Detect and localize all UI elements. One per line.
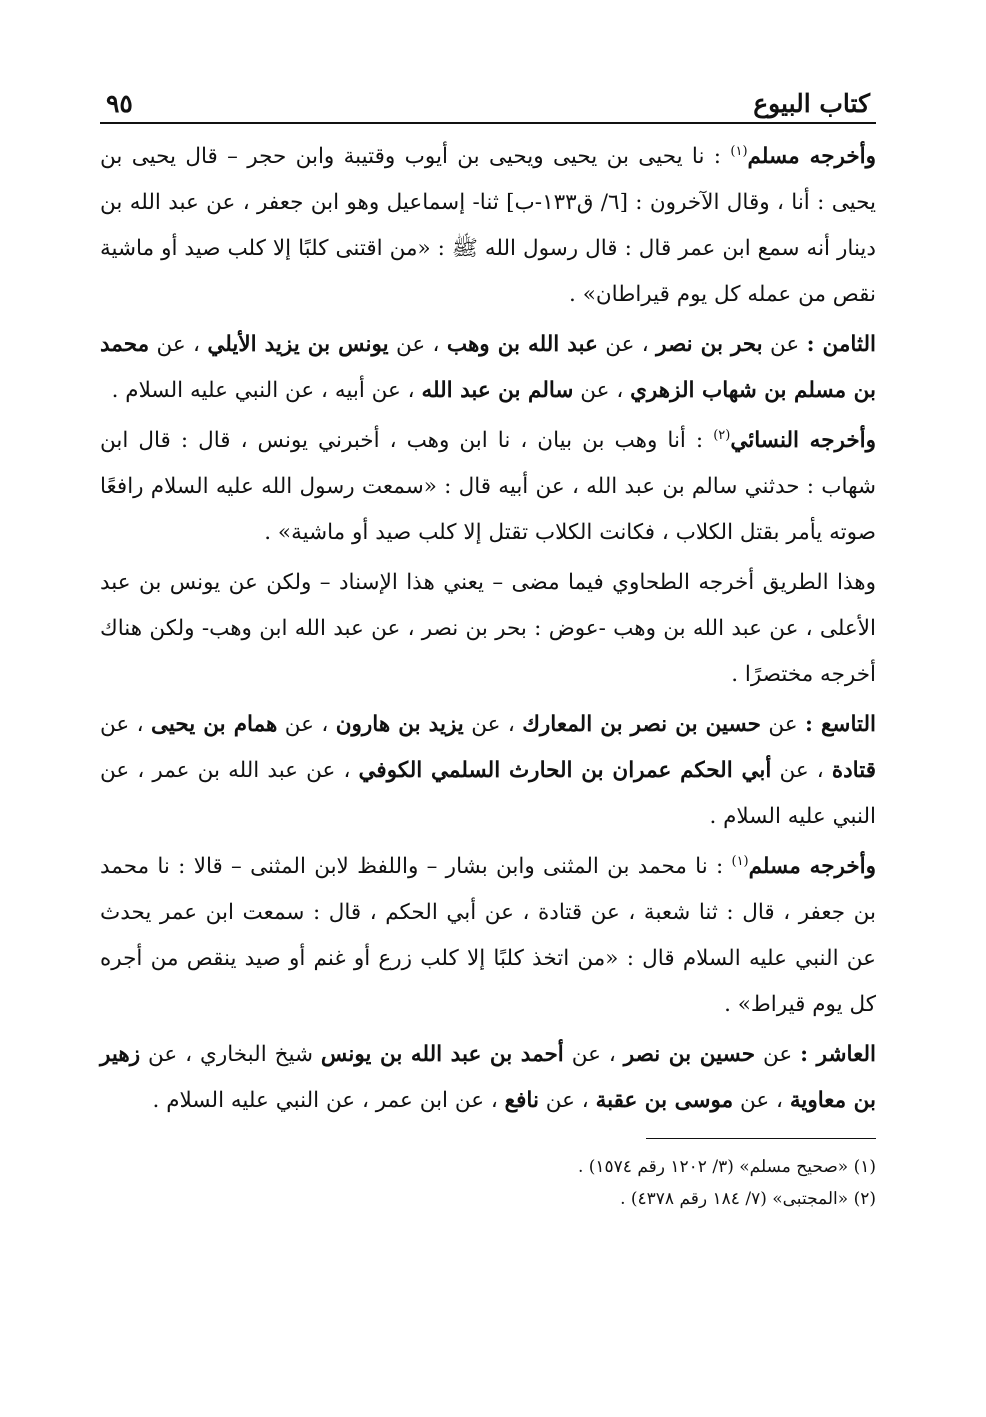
paragraph [100, 702, 876, 840]
footnote: (١) «صحيح مسلم» (٣/ ١٢٠٢ رقم ١٥٧٤) . [577, 1157, 876, 1177]
text-segment: ، عن أبيه ، عن النبي عليه السلام . [111, 378, 422, 403]
footnote-ref: (١) [730, 143, 748, 159]
text-segment: ، عن [573, 378, 631, 403]
bold-name: نافع [504, 1088, 539, 1113]
bold-name: حسين بن نصر بن المعارك [522, 712, 761, 737]
book-page [100, 80, 876, 1215]
text-segment: عن [760, 712, 805, 737]
footnotes [100, 1151, 876, 1215]
text-segment: : نا محمد بن المثنى وابن بشار – واللفظ لابن المثنى – قالا : نا محمد بن جعفر ، قال : ثنا شعبة ، عن قتادة ، عن أبي الحكم ، قال : سمعت ابن عمر يحدث عن النبي عليه السلام قال : «من اتخذ كلبًا إلا كلب زرع أو غنم أو صيد ينقص من أجره كل يوم قيراط» . [100, 854, 876, 1017]
bold-name: أبي الحكم عمران بن الحارث السلمي الكوفي [358, 758, 772, 783]
text-segment: عن [755, 1042, 801, 1067]
paragraph [100, 560, 876, 698]
text-segment: ، عن [277, 712, 336, 737]
footnote: (٢) «المجتبى» (٧/ ١٨٤ رقم ٤٣٧٨) . [620, 1189, 876, 1209]
bold-name: زهير بن معاوية [100, 1042, 876, 1113]
bold-name: محمد بن مسلم بن شهاب الزهري [100, 332, 876, 403]
text-segment: ، عن [597, 332, 657, 357]
text-segment: : أنا وهب بن بيان ، نا ابن وهب ، أخبرني يونس ، قال : قال ابن شهاب : حدثني سالم بن عبد الله ، عن أبيه قال : «سمعت رسول الله عليه السلام رافعًا صوته يأمر بقتل الكلاب ، فكانت الكلاب تقتل إلا كلب صيد أو ماشية» . [100, 428, 876, 545]
paragraph [100, 322, 876, 414]
page-header [100, 80, 876, 124]
text-segment: ، عن [100, 712, 151, 737]
text-segment: ، عن [538, 1088, 596, 1113]
bold-name: قتادة [831, 758, 876, 783]
bold-name: سالم بن عبد الله [421, 378, 574, 403]
text-segment: ، عن [733, 1088, 790, 1113]
bold-name: التاسع : [804, 712, 877, 737]
text-segment: وهذا الطريق أخرجه الطحاوي فيما مضى – يعني هذا الإسناد – ولكن عن يونس بن عبد الأعلى ، عن عبد الله بن وهب -عوض : بحر بن نصر ، عن عبد الله ابن وهب- ولكن هناك أخرجه مختصرًا . [100, 570, 876, 687]
paragraph [100, 1032, 876, 1124]
text-segment: ، عن [388, 332, 447, 357]
text-segment: ، عن [463, 712, 523, 737]
footnote-ref: (٢) [713, 427, 731, 443]
bold-name: يونس بن يزيد الأيلي [207, 332, 389, 357]
text-segment: ، عن [563, 1042, 624, 1067]
text-segment: عن [762, 332, 807, 357]
paragraph [100, 844, 876, 1028]
text-segment: شيخ البخاري ، عن [140, 1042, 321, 1067]
bold-name: حسين بن نصر [623, 1042, 756, 1067]
text-segment: ، عن ابن عمر ، عن النبي عليه السلام . [152, 1088, 505, 1113]
text-segment: ، عن عبد الله بن عمر ، عن النبي عليه السلام . [100, 758, 876, 829]
paragraph [100, 134, 876, 318]
bold-name: الثامن : [806, 332, 876, 357]
paragraph [100, 418, 876, 556]
page-body [100, 134, 876, 1124]
bold-name: عبد الله بن وهب [446, 332, 598, 357]
text-segment: ، عن [771, 758, 832, 783]
bold-name: وأخرجه النسائي [730, 428, 876, 453]
book-title: كتاب البيوع [753, 89, 870, 118]
bold-name: وأخرجه مسلم [747, 144, 876, 169]
bold-name: العاشر : [800, 1042, 877, 1067]
bold-name: يزيد بن هارون [335, 712, 464, 737]
bold-name: وأخرجه مسلم [748, 854, 876, 879]
bold-name: بحر بن نصر [656, 332, 763, 357]
text-segment: ، عن [149, 332, 208, 357]
footnote-divider [646, 1138, 876, 1139]
bold-name: أحمد بن عبد الله بن يونس [320, 1042, 564, 1067]
bold-name: موسى بن عقبة [595, 1088, 734, 1113]
text-segment: : نا يحيى بن يحيى ويحيى بن أيوب وقتيبة وابن حجر – قال يحيى بن يحيى : أنا ، وقال الآخرون : [٦/ ق١٣٣-ب] ثنا- إسماعيل وهو ابن جعفر ، عن عبد الله بن دينار أنه سمع ابن عمر قال : قال رسول الله ﷺ : «من اقتنى كلبًا إلا كلب صيد أو ماشية نقص من عمله كل يوم قيراطان» . [100, 144, 876, 307]
footnote-ref: (١) [731, 853, 749, 869]
page-number: ٩٥ [106, 89, 133, 118]
bold-name: همام بن يحيى [150, 712, 278, 737]
